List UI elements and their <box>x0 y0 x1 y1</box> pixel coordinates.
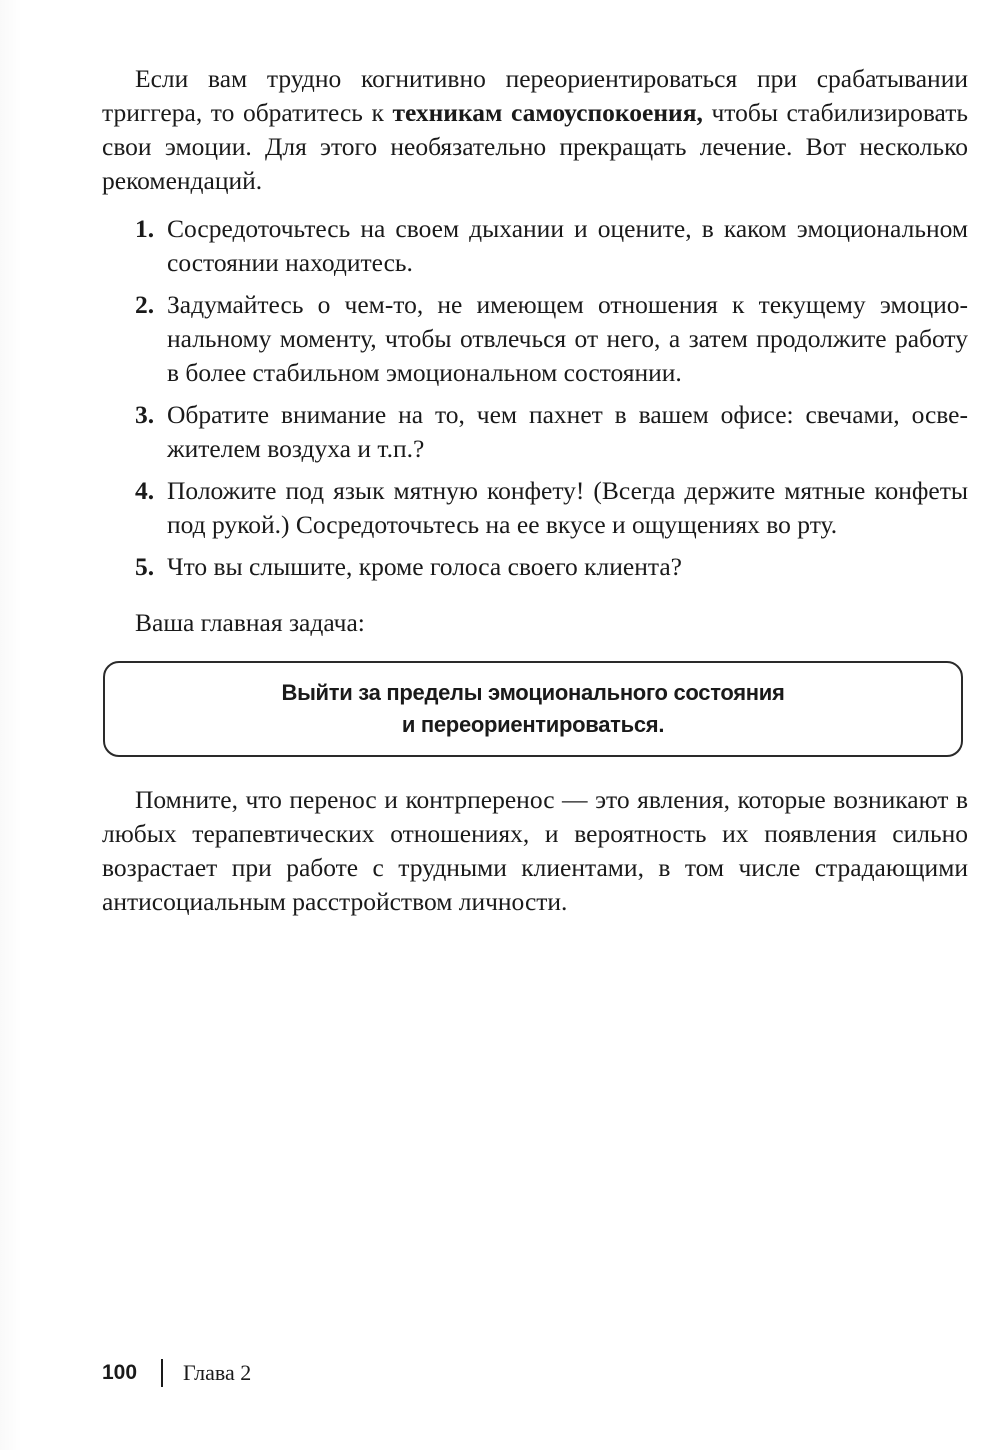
list-item-number: 1. <box>135 214 155 243</box>
list-item <box>135 550 968 584</box>
closing-paragraph: Помните, что перенос и контрперенос — это явления, которые возникают в любых терапевтических отношениях, и вероятность их появления сильно возрастает при работе с трудными клиентами, в том числе страдающими антисоциальным расстройством личности. <box>102 785 968 916</box>
main-task-lead: Ваша главная задача: <box>135 608 365 637</box>
list-item <box>135 398 968 466</box>
list-item-number: 5. <box>135 552 155 581</box>
list-item <box>135 288 968 390</box>
list-item-text: Задумайтесь о чем-то, не имеющем отношения к текущему эмоциональному моменту, чтобы отвлечься от него, а затем продолжите работу в более стабильном эмоциональном состоянии. <box>167 290 968 387</box>
callout-box <box>103 661 963 757</box>
footer-divider <box>161 1359 163 1387</box>
intro-text-start: Если вам трудно когнитивно переориентироваться при срабатывании триггера, то обратитесь к <box>102 64 968 127</box>
recommendations-list <box>135 212 968 592</box>
intro-text-end: чтобы стабилизировать свои эмоции. Для этого необязательно прекращать лечение. Вот несколько рекомендаций. <box>102 98 968 195</box>
intro-bold-term: техникам самоуспокоения, <box>392 98 703 127</box>
chapter-label: Глава 2 <box>183 1360 252 1385</box>
list-item-number: 2. <box>135 290 155 319</box>
list-item <box>135 212 968 280</box>
list-item-text: Положите под язык мятную конфету! (Всегда держите мятные конфеты под рукой.) Сосредоточьтесь на ее вкусе и ощущениях во рту. <box>167 476 968 539</box>
list-item-text: Сосредоточьтесь на своем дыхании и оцените, в каком эмоциональном состоянии находитесь. <box>167 214 968 277</box>
list-item-number: 3. <box>135 400 155 429</box>
list-item-number: 4. <box>135 476 155 505</box>
page-footer <box>102 1358 251 1388</box>
list-item <box>135 474 968 542</box>
scan-edge-shadow <box>0 0 22 1450</box>
list-item-text: Что вы слышите, кроме голоса своего клиента? <box>167 552 682 581</box>
callout-line-2: и переориентироваться. <box>401 712 665 737</box>
intro-paragraph <box>102 62 968 198</box>
page-number: 100 <box>102 1361 138 1384</box>
list-item-text: Обратите внимание на то, чем пахнет в вашем офисе: свечами, освежителем воздуха и т.п.? <box>167 400 968 463</box>
callout-line-1: Выйти за пределы эмоционального состояния <box>281 680 785 705</box>
